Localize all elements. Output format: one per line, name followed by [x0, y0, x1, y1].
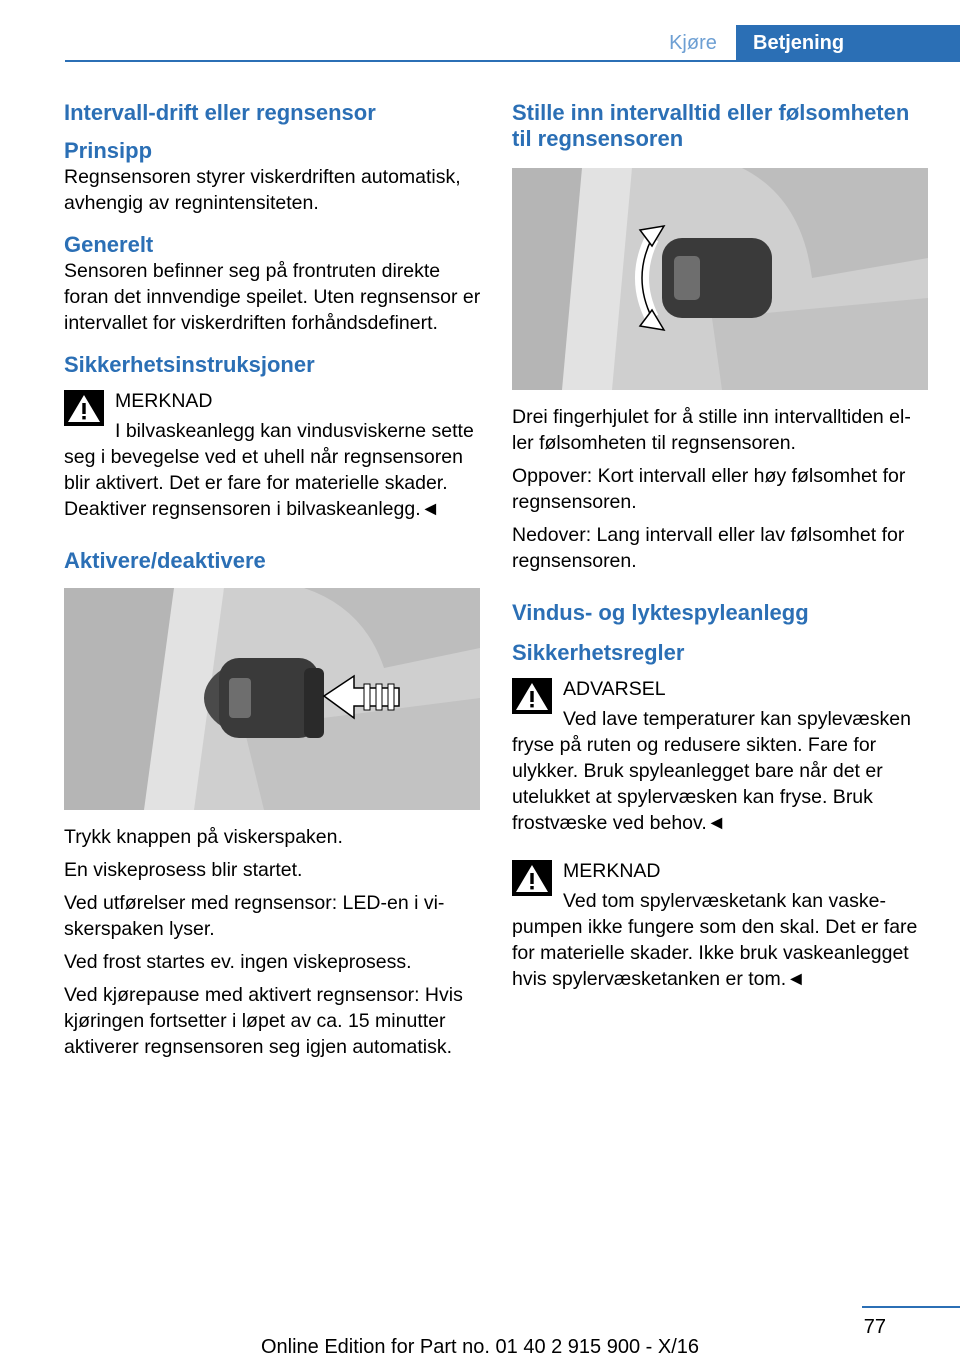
page-number: 77 — [863, 1316, 886, 1338]
warning-text-advarsel: Ved lave temperaturer kan spylevæsken fryse på ruten og redusere sikten. Fare for ulykker. Bruk spyleanlegget bare når det er utelukket at spylervæsken kan fryse. Bruk frostvæske ved behov.◄ — [512, 708, 911, 834]
right-column — [512, 100, 930, 992]
footer-rule — [862, 1306, 960, 1308]
heading-prinsipp: Prinsipp — [64, 138, 153, 163]
warning-icon — [64, 390, 104, 426]
generelt-text: Sensoren befinner seg på frontruten direkte foran det innvendige speilet. Uten regnsensor er intervallet for viskerdriften forhåndsdefinert. — [64, 260, 481, 334]
warning-box-merknad — [512, 858, 930, 992]
wiper-button-illustration — [64, 588, 480, 810]
section-title-interval: Intervall-drift eller regnsensor — [64, 100, 376, 125]
warning-icon — [512, 678, 552, 714]
warning-title-advarsel: ADVARSEL — [563, 678, 666, 700]
heading-aktivere: Aktivere/deaktivere — [64, 548, 266, 573]
warning-text: I bilvaskeanlegg kan vindusviskerne sette seg i bevegelse ved et uhell når regnsensoren blir aktivert. Det er fare for materielle skader. Deaktiver regnsensoren i bilvaskeanlegg.◄ — [64, 420, 474, 520]
aktivere-step-2: En viskeprosess blir startet. — [64, 859, 303, 881]
fingerwheel-illustration — [512, 168, 928, 390]
tab-kjore[interactable]: Kjøre — [669, 32, 717, 54]
heading-sikkerhetsregler: Sikkerhetsregler — [512, 640, 685, 665]
left-column — [64, 100, 482, 1067]
heading-sikkerhetsinstruksjoner: Sikkerhetsinstruksjoner — [64, 352, 315, 377]
warning-title: MERKNAD — [115, 390, 213, 412]
warning-box — [64, 388, 482, 522]
edition-note: Online Edition for Part no. 01 40 2 915 900 - X/16 — [260, 1336, 700, 1358]
section-title-vindus: Vindus- og lyktespyleanlegg — [512, 600, 809, 625]
intervalltid-text-2: Oppover: Kort intervall eller høy følsomhet for regnsensoren. — [512, 465, 906, 513]
warning-icon — [512, 860, 552, 896]
aktivere-step-1: Trykk knappen på viskerspaken. — [64, 826, 343, 848]
heading-generelt: Generelt — [64, 232, 154, 257]
aktivere-step-5: Ved kjørepause med aktivert regnsensor: Hvis kjøringen fortsetter i løpet av ca. 15 minutter aktiverer regnsensoren seg igjen automatisk. — [64, 984, 463, 1058]
prinsipp-text: Regnsensoren styrer viskerdriften automatisk, avhengig av regnintensiteten. — [64, 166, 461, 214]
intervalltid-text-3: Nedover: Lang intervall eller lav følsomhet for regnsensoren. — [512, 524, 905, 572]
aktivere-step-3: Ved utførelser med regnsensor: LED-en i vi-skerspaken lyser. — [64, 892, 445, 940]
section-title-intervalltid: Stille inn intervalltid eller følsomheten til regnsensoren — [512, 100, 910, 151]
warning-title-merknad: MERKNAD — [563, 860, 661, 882]
aktivere-step-4: Ved frost startes ev. ingen viskeprosess. — [64, 951, 412, 973]
warning-box-advarsel — [512, 676, 930, 836]
tab-betjening[interactable]: Betjening — [736, 25, 960, 62]
intervalltid-text-1: Drei fingerhjulet for å stille inn intervalltiden el-ler følsomheten til regnsensoren. — [512, 406, 911, 454]
warning-text-merknad: Ved tom spylervæsketank kan vaske-pumpen ikke fungere som den skal. Det er fare for materielle skader. Ikke bruk vaskeanlegget hvis spylervæsketanken er tom.◄ — [512, 890, 918, 990]
